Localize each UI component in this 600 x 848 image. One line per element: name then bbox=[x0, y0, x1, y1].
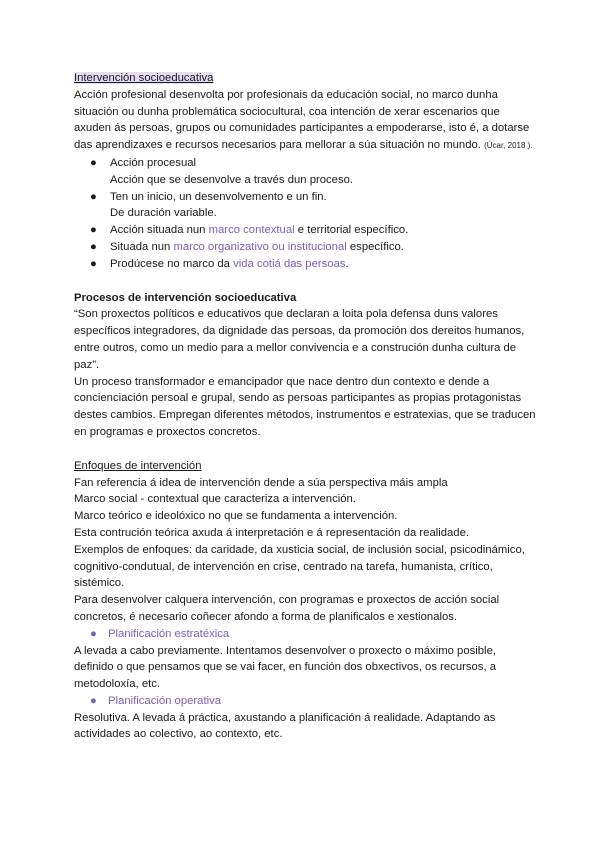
paragraph-line: Un proceso transformador e emancipador que nace dentro dun contexto e dende a bbox=[74, 375, 490, 388]
bullet-icon: ● bbox=[90, 240, 97, 253]
paragraph-line: paz”. bbox=[74, 358, 100, 371]
paragraph-line: das aprendizaxes e recursos necesarios para mellorar a súa situación no mundo. (Úcar, 2018 ). bbox=[74, 139, 533, 152]
paragraph-line: Resolutiva. A levada á práctica, axustando a planificación á realidade. Adaptando as bbox=[74, 711, 496, 724]
list-item: ● Acción procesual Acción que se desenvolve a través dun proceso. bbox=[90, 156, 354, 186]
paragraph-line: concienciación persoal e grupal, sendo as persoas participantes as propias protagonistas bbox=[74, 392, 522, 405]
subheading-planificacion-operativa: ● Planificación operativa bbox=[74, 693, 534, 710]
highlighted-term: vida cotiá das persoas bbox=[233, 257, 346, 270]
spacer bbox=[74, 273, 534, 290]
paragraph-line: específicos integradores, da dignidade das persoas, da promoción dos dereitos humanos, bbox=[74, 325, 525, 338]
paragraph-line: sistémico. bbox=[74, 577, 125, 590]
bullet-icon: ● bbox=[90, 694, 97, 707]
section-title-enfoques: Enfoques de intervención bbox=[74, 459, 202, 472]
paragraph-line: Exemplos de enfoques: da caridade, da xusticia social, de inclusión social, psicodinámico, bbox=[74, 543, 525, 556]
paragraph-line: concretos, é necesario coñecer afondo a forma de planificalos e xestionalos. bbox=[74, 610, 458, 623]
list-item: ● Ten un inicio, un desenvolvemento e un fin. De duración variable. bbox=[90, 190, 327, 220]
document-body bbox=[74, 70, 534, 743]
paragraph-line: Marco social - contextual que caracteriza a intervención. bbox=[74, 493, 356, 506]
highlighted-term: marco contextual bbox=[208, 224, 295, 237]
paragraph-line: Esta contrución teórica axuda á interpretación e á representación da realidade. bbox=[74, 526, 470, 539]
bullet-icon: ● bbox=[90, 190, 97, 203]
subheading-planificacion-estrategica: ● Planificación estratéxica bbox=[74, 626, 534, 643]
bullet-list bbox=[74, 155, 534, 273]
paragraph-line: metodoloxía, etc. bbox=[74, 678, 161, 691]
paragraph-line: Fan referencia á idea de intervención dende a súa perspectiva máis ampla bbox=[74, 476, 448, 489]
list-item: ● Acción situada nun marco contextual e territorial específico. bbox=[74, 222, 534, 239]
paragraph-line: destes cambios. Empregan diferentes métodos, instrumentos e estratexias, que se traducen bbox=[74, 409, 536, 422]
paragraph-line: Acción profesional desenvolta por profesionais da educación social, no marco dunha bbox=[74, 88, 498, 101]
paragraph-line: definido o que pensamos que se vai facer, en función dos obxectivos, os recursos, a bbox=[74, 661, 497, 674]
paragraph-line: Para desenvolver calquera intervención, con programas e proxectos de acción social bbox=[74, 594, 500, 607]
spacer bbox=[74, 441, 534, 458]
bullet-icon: ● bbox=[90, 156, 97, 169]
paragraph-line: situación ou dunha problemática sociocultural, coa intención de xerar escenarios que bbox=[74, 105, 500, 118]
bullet-icon: ● bbox=[90, 224, 97, 237]
paragraph-line: cognitivo-condutual, de intervención en crise, centrado na tarefa, humanista, crítico, bbox=[74, 560, 493, 573]
citation: (Úcar, 2018 ). bbox=[484, 141, 533, 151]
section-title-procesos: Procesos de intervención socioeducativa bbox=[74, 291, 297, 304]
paragraph-line: Marco teórico e ideolóxico no que se fundamenta a intervención. bbox=[74, 510, 398, 523]
paragraph-line: axuden ás persoas, grupos ou comunidades participantes a empoderarse, isto é, a dotarse bbox=[74, 122, 530, 135]
paragraph-line: entre outros, como un medio para a mellor convivencia e a construción dunha cultura de bbox=[74, 341, 517, 354]
paragraph-line: en programas e proxectos concretos. bbox=[74, 425, 261, 438]
bullet-icon: ● bbox=[90, 257, 97, 270]
list-item: ● Situada nun marco organizativo ou institucional específico. bbox=[74, 239, 534, 256]
highlighted-term: marco organizativo ou institucional bbox=[173, 240, 347, 253]
paragraph-line: actividades ao colectivo, ao contexto, etc. bbox=[74, 728, 283, 741]
bullet-icon: ● bbox=[90, 627, 97, 640]
section-title-intervencion: Intervención socioeducativa bbox=[74, 72, 214, 84]
paragraph-line: A levada a cabo previamente. Intentamos desenvolver o proxecto o máximo posible, bbox=[74, 644, 496, 657]
paragraph-line: “Son proxectos políticos e educativos que declaran a loita pola defensa duns valores bbox=[74, 308, 498, 321]
list-item: ● Prodúcese no marco da vida cotiá das persoas. bbox=[74, 256, 534, 273]
